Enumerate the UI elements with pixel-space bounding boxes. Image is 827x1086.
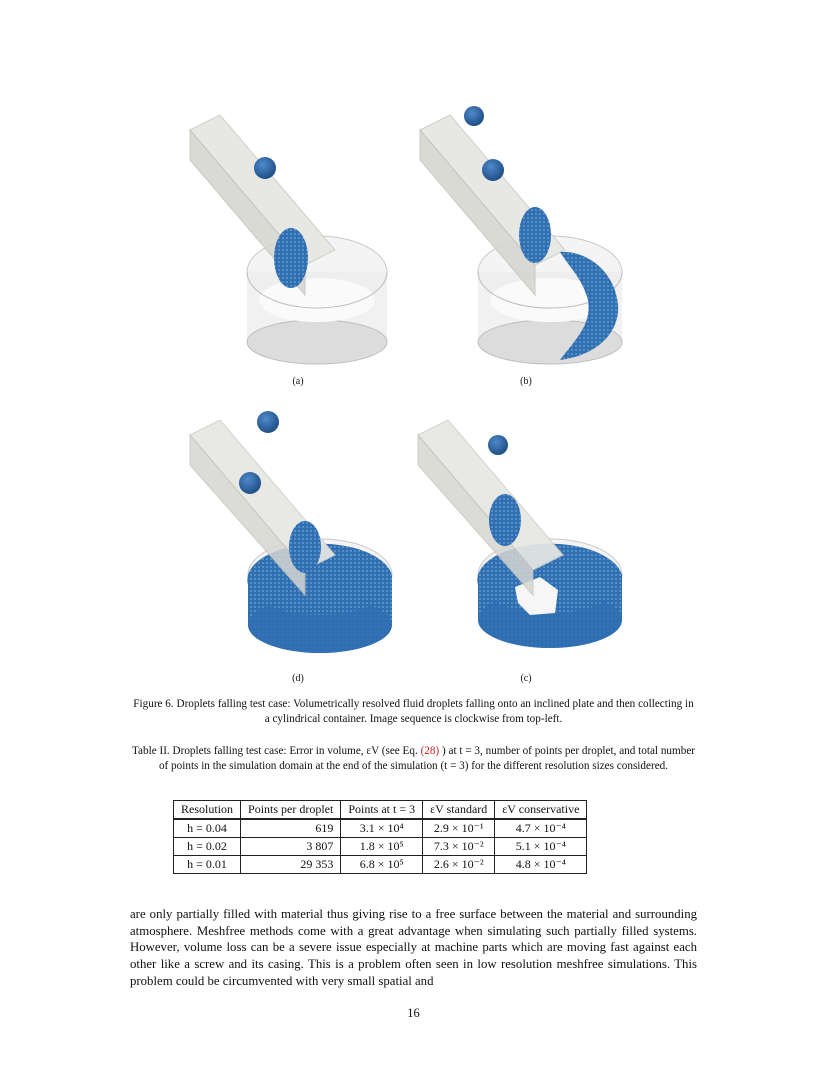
figure-panel-b <box>410 100 660 370</box>
panel-label-a: (a) <box>292 376 304 387</box>
droplet <box>239 472 261 494</box>
table-row <box>174 856 587 874</box>
table-caption-text: Table II. Droplets falling test case: Error in volume, εV (see Eq. <box>131 745 421 757</box>
droplet <box>488 435 508 455</box>
droplet-splash <box>489 494 521 546</box>
cell-error-conservative: 5.1 × 10⁻⁴ <box>495 838 587 856</box>
figure-caption: Figure 6. Droplets falling test case: Volumetrically resolved fluid droplets falling onto an inclined plate and then collecting in a cylindrical container. Image sequence is clockwise from top-left. <box>133 698 694 725</box>
figure-panel-c <box>410 405 660 675</box>
page-number: 16 <box>407 1006 420 1020</box>
col-header-resolution: Resolution <box>174 801 241 820</box>
droplet <box>257 411 279 433</box>
col-header-points-at-t3: Points at t = 3 <box>341 801 423 820</box>
cell-resolution: h = 0.02 <box>174 838 241 856</box>
table-row <box>174 819 587 838</box>
cell-error-conservative: 4.8 × 10⁻⁴ <box>495 856 587 874</box>
figure-panel-a <box>185 100 435 370</box>
equation-link[interactable]: (28) <box>420 745 440 757</box>
table-caption-text-rest: ) at t = 3, number of points per droplet, and total number of points in the simulation domain at the end of the simulation (t = 3) for the different resolution sizes considered. <box>158 745 696 772</box>
cell-points-per-droplet: 29 353 <box>241 856 341 874</box>
cell-resolution: h = 0.04 <box>174 819 241 838</box>
cell-points-total: 3.1 × 10⁴ <box>341 819 423 838</box>
table-row <box>174 838 587 856</box>
panel-label-b: (b) <box>520 376 532 387</box>
panel-label-d: (d) <box>292 673 304 684</box>
droplet <box>254 157 276 179</box>
droplet <box>482 159 504 181</box>
droplet-splash <box>289 521 321 573</box>
droplet <box>464 106 484 126</box>
table-header-row <box>174 801 587 820</box>
results-table <box>173 800 587 874</box>
droplet-splash <box>519 207 551 263</box>
cell-error-standard: 2.9 × 10⁻¹ <box>423 819 495 838</box>
cell-error-standard: 7.3 × 10⁻² <box>423 838 495 856</box>
figure-panel-d <box>185 405 435 675</box>
cell-points-total: 1.8 × 10⁵ <box>341 838 423 856</box>
col-header-error-standard: εV standard <box>423 801 495 820</box>
cell-points-per-droplet: 619 <box>241 819 341 838</box>
cell-error-conservative: 4.7 × 10⁻⁴ <box>495 819 587 838</box>
panel-label-c: (c) <box>520 673 532 684</box>
body-paragraph: are only partially filled with material thus giving rise to a free surface between the material and surrounding atmosphere. Meshfree methods come with a great advantage when simulating such partially filled systems. However, volume loss can be a severe issue especially at machine parts which are moving fast against each other like a screw and its casing. This is a problem often seen in low resolution meshfree simulations. This problem could be circumvented with very small spatial and <box>130 907 697 988</box>
cell-error-standard: 2.6 × 10⁻² <box>423 856 495 874</box>
table-caption <box>130 744 697 773</box>
col-header-error-conservative: εV conservative <box>495 801 587 820</box>
cell-points-per-droplet: 3 807 <box>241 838 341 856</box>
droplet-splash <box>274 228 308 288</box>
col-header-points-per-droplet: Points per droplet <box>241 801 341 820</box>
cell-points-total: 6.8 × 10⁵ <box>341 856 423 874</box>
cell-resolution: h = 0.01 <box>174 856 241 874</box>
